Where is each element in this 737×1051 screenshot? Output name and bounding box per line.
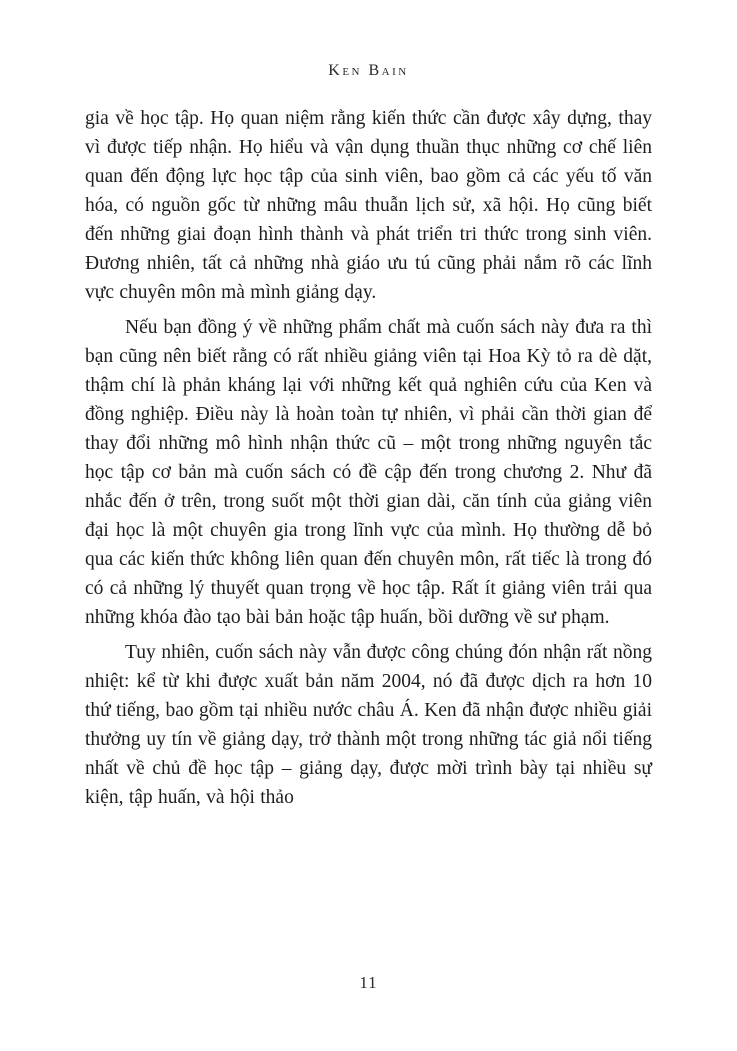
running-header: Ken Bain: [328, 62, 409, 79]
paragraph: Tuy nhiên, cuốn sách này vẫn được công chúng đón nhận rất nồng nhiệt: kể từ khi được xuất bản năm 2004, nó đã được dịch ra hơn 10 thứ tiếng, bao gồm tại nhiều nước châu Á. Ken đã nhận được nhiều giải thưởng uy tín về giảng dạy, trở thành một trong những tác giả nổi tiếng nhất về chủ đề học tập – giảng dạy, được mời trình bày tại nhiều sự kiện, tập huấn, và hội thảo: [85, 642, 652, 808]
page-body: [85, 104, 652, 812]
page-number: 11: [359, 973, 378, 992]
paragraph: gia về học tập. Họ quan niệm rằng kiến thức cần được xây dựng, thay vì được tiếp nhận. Họ hiểu và vận dụng thuần thục những cơ chế liên quan đến động lực học tập của sinh viên, bao gồm cả các yếu tố văn hóa, có nguồn gốc từ những mâu thuẫn lịch sử, xã hội. Họ cũng biết đến những giai đoạn hình thành và phát triển tri thức trong sinh viên. Đương nhiên, tất cả những nhà giáo ưu tú cũng phải nắm rõ các lĩnh vực chuyên môn mà mình giảng dạy.: [85, 108, 652, 303]
paragraph: Nếu bạn đồng ý về những phẩm chất mà cuốn sách này đưa ra thì bạn cũng nên biết rằng có rất nhiều giảng viên tại Hoa Kỳ tỏ ra dè dặt, thậm chí là phản kháng lại với những kết quả nghiên cứu của Ken và đồng nghiệp. Điều này là hoàn toàn tự nhiên, vì phải cần thời gian để thay đổi những mô hình nhận thức cũ – một trong những nguyên tắc học tập cơ bản mà cuốn sách có đề cập đến trong chương 2. Như đã nhắc đến ở trên, trong suốt một thời gian dài, căn tính của giảng viên đại học là một chuyên gia trong lĩnh vực của mình. Họ thường dễ bỏ qua các kiến thức không liên quan đến chuyên môn, rất tiếc là trong đó có cả những lý thuyết quan trọng về học tập. Rất ít giảng viên trải qua những khóa đào tạo bài bản hoặc tập huấn, bồi dưỡng về sư phạm.: [85, 317, 652, 628]
